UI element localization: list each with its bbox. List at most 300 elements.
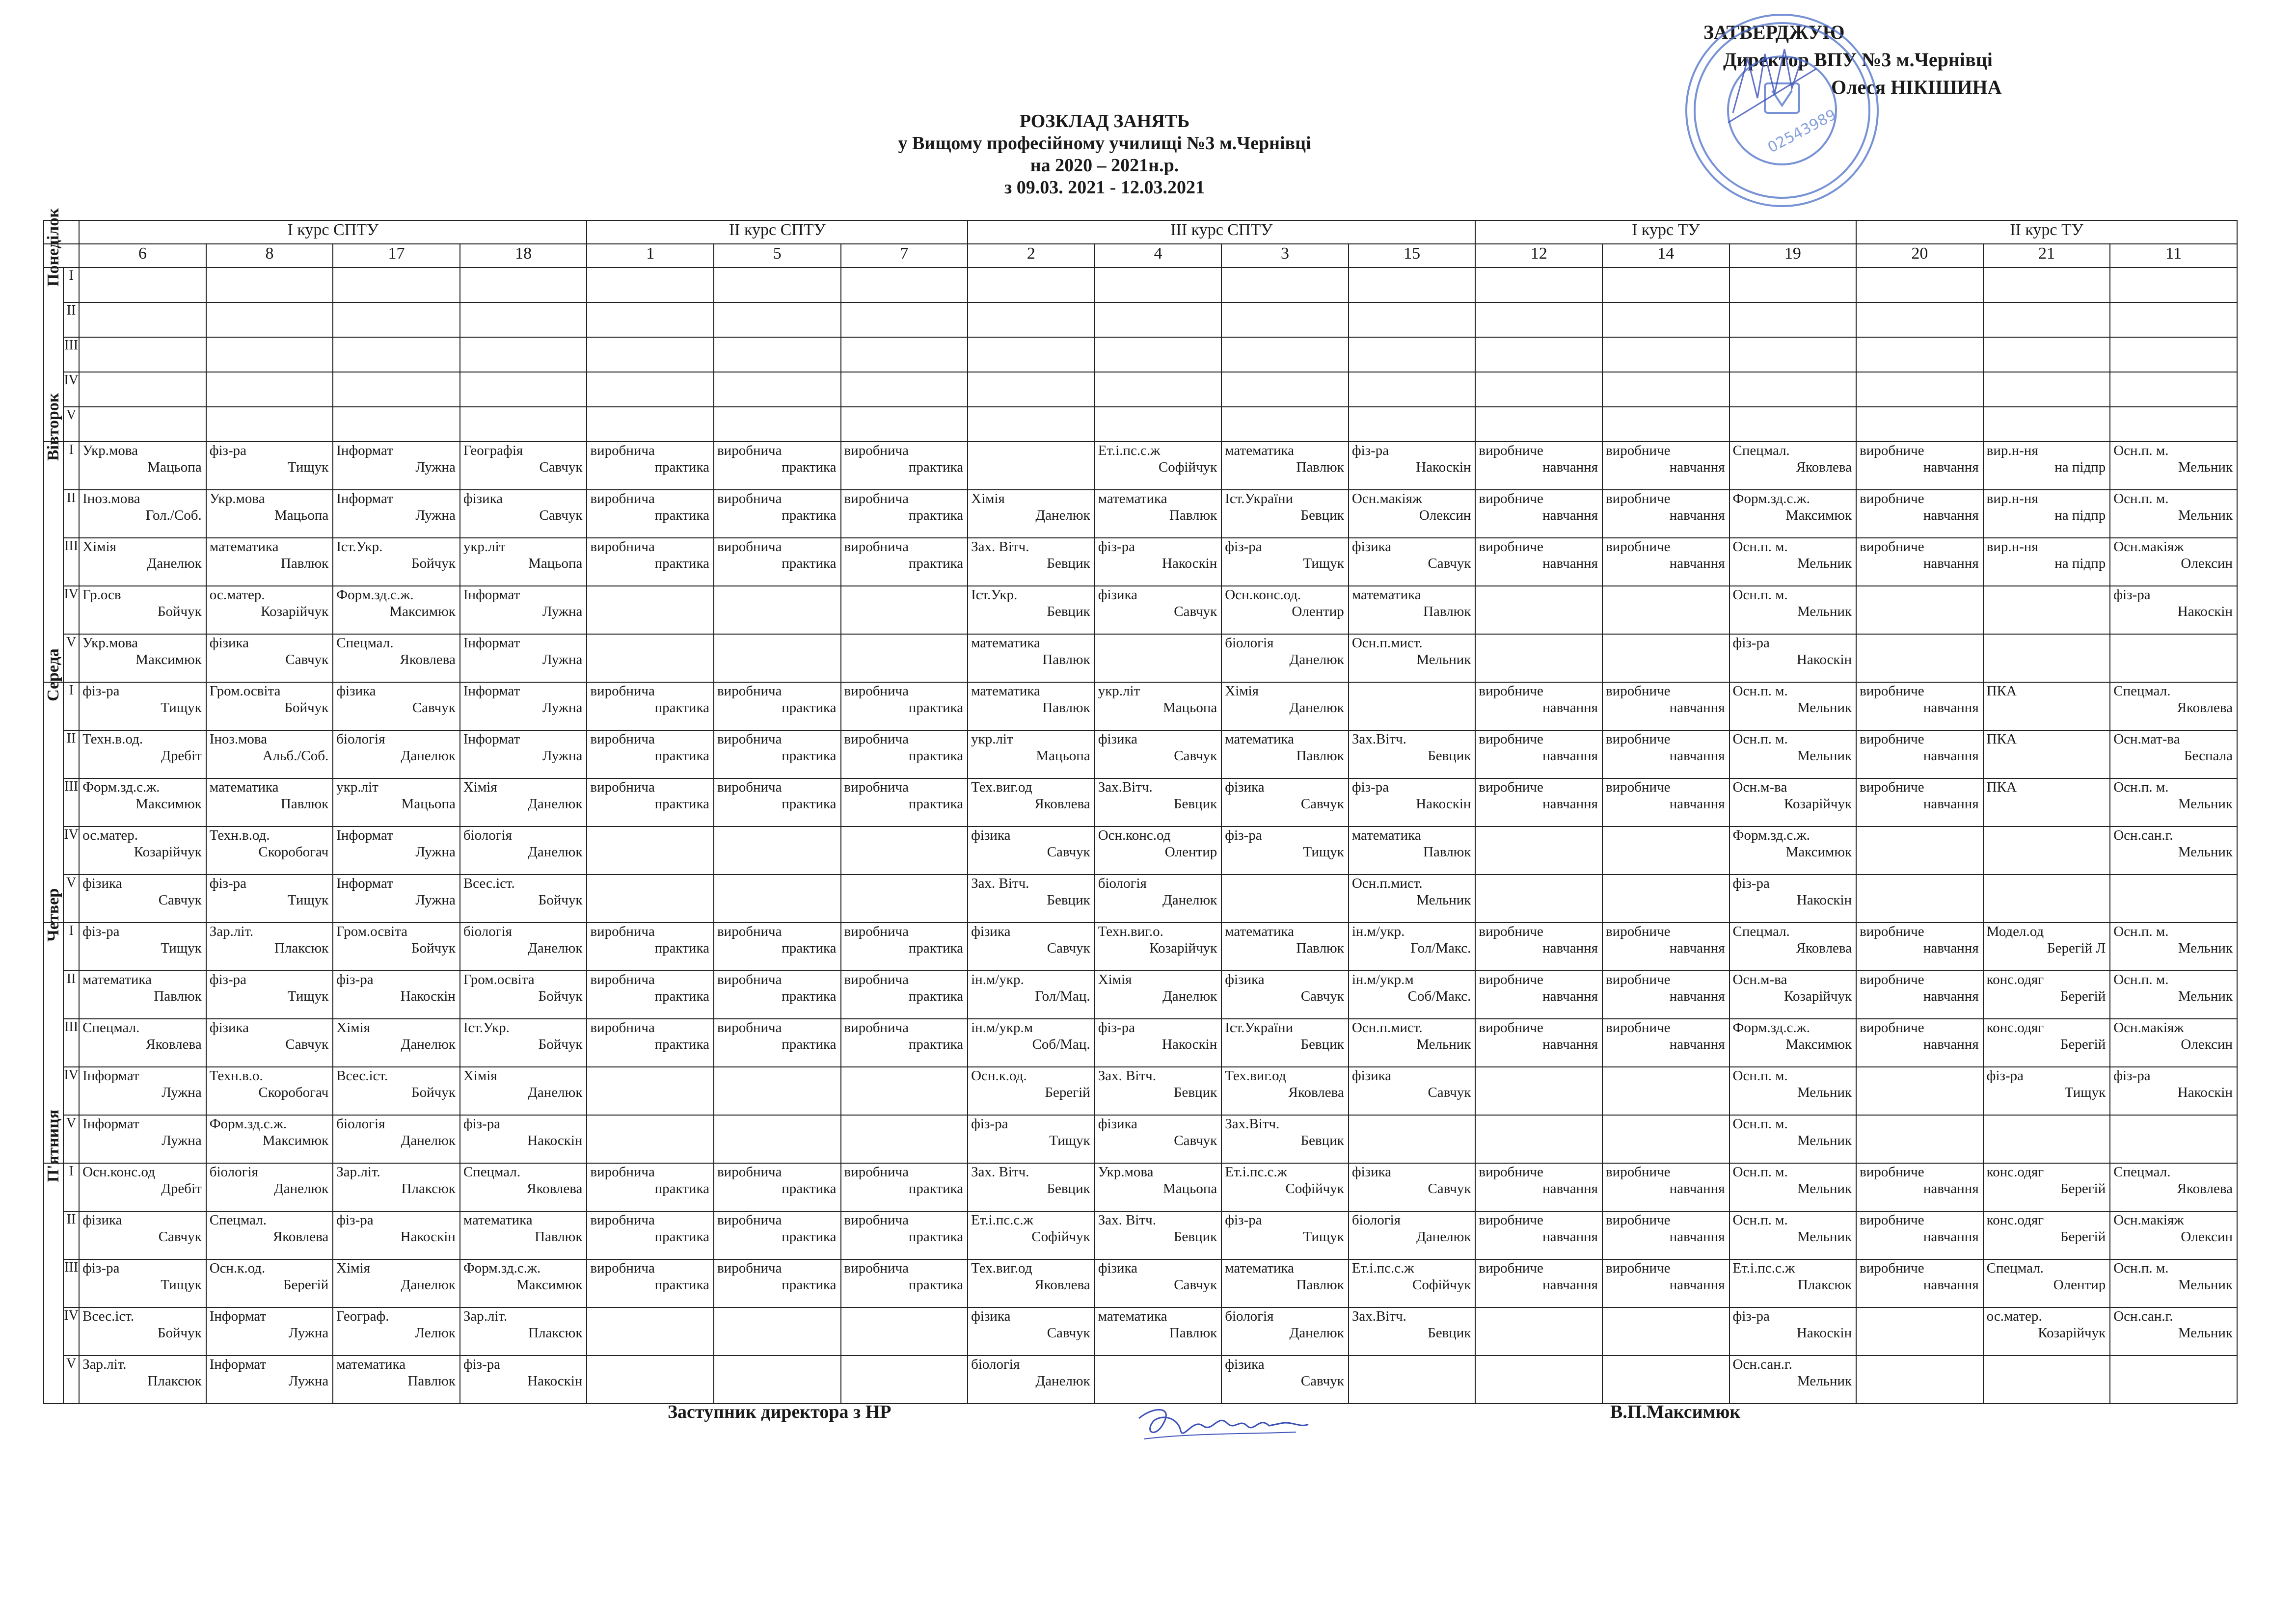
teacher-label: Бойчук	[284, 700, 329, 716]
subject-label: фізика	[209, 635, 249, 651]
lesson-cell	[79, 538, 206, 586]
teacher-label: Данелюк	[401, 1037, 456, 1052]
lesson-cell	[1856, 267, 1983, 302]
lesson-cell	[1983, 407, 2110, 442]
subject-label: виробниче	[1605, 443, 1671, 458]
lesson-cell	[1856, 1356, 1983, 1404]
schedule-row	[44, 1019, 2237, 1067]
subject-label: фіз-ра	[209, 443, 247, 458]
lesson-cell	[1349, 442, 1476, 490]
lesson-cell	[333, 302, 460, 337]
lesson-cell	[714, 730, 841, 778]
lesson-cell	[1095, 875, 1222, 923]
lesson-cell	[2110, 407, 2237, 442]
subject-label: біологія	[463, 924, 513, 939]
approval-title: ЗАТВЕРДЖУЮ	[1703, 21, 1845, 43]
teacher-label: практика	[908, 459, 964, 475]
lesson-cell	[714, 1211, 841, 1259]
lesson-cell	[1856, 730, 1983, 778]
lesson-cell	[841, 634, 968, 682]
teacher-label: Скоробогач	[258, 1085, 329, 1100]
lesson-cell	[1475, 923, 1602, 971]
lesson-cell	[1729, 302, 1857, 337]
lesson-cell	[1856, 1163, 1983, 1211]
lesson-cell	[1349, 1356, 1476, 1404]
approval-director: Директор ВПУ №3 м.Чернівці	[1723, 49, 1993, 71]
subject-label: математика	[1225, 731, 1295, 747]
teacher-label: Данелюк	[528, 796, 583, 812]
subject-label: біологія	[1225, 1308, 1274, 1324]
subject-label: Зах. Вітч.	[971, 539, 1029, 555]
day-label: Вівторок	[44, 393, 63, 461]
lesson-cell	[460, 302, 587, 337]
teacher-label: Тищук	[1303, 556, 1344, 571]
teacher-label: Максимюк	[1785, 1037, 1852, 1052]
lesson-cell	[1095, 407, 1222, 442]
day-label: П'ятниця	[44, 1109, 63, 1183]
lesson-cell	[841, 267, 968, 302]
teacher-label: практика	[782, 556, 837, 571]
subject-label: фіз-ра	[1351, 779, 1389, 795]
lesson-cell	[714, 634, 841, 682]
lesson-cell	[79, 302, 206, 337]
subject-label: Ет.і.пс.с.ж	[1225, 1164, 1287, 1180]
group-header: 3	[1221, 244, 1349, 267]
subject-label: Осн.макіяж	[2113, 1020, 2184, 1036]
lesson-cell	[1349, 1067, 1476, 1115]
lesson-cell	[714, 1163, 841, 1211]
teacher-label: практика	[782, 507, 837, 523]
period-number: ІІ	[63, 1211, 79, 1259]
lesson-cell	[587, 1211, 714, 1259]
subject-label: виробнича	[717, 1020, 782, 1036]
subject-label: Техн.в.од.	[209, 827, 270, 843]
teacher-label: навчання	[1923, 748, 1979, 764]
lesson-cell	[333, 1356, 460, 1404]
lesson-cell	[1475, 875, 1602, 923]
lesson-cell	[714, 1259, 841, 1307]
lesson-cell	[1602, 302, 1729, 337]
subject-label: Тех.виг.од	[1225, 1068, 1286, 1084]
teacher-label: Лужна	[162, 1133, 202, 1148]
lesson-cell	[1602, 875, 1729, 923]
subject-label: виробниче	[1605, 1020, 1671, 1036]
teacher-label: Софійчук	[1412, 1277, 1471, 1293]
lesson-cell	[1983, 826, 2110, 875]
subject-label: математика	[463, 1212, 533, 1228]
day-cell	[44, 1109, 63, 1404]
subject-label: конс.одяг	[1986, 972, 2044, 987]
lesson-cell	[333, 490, 460, 538]
teacher-label: практика	[782, 1037, 837, 1052]
lesson-cell	[206, 372, 333, 407]
subject-label: Осн.п. м.	[1732, 539, 1788, 555]
lesson-cell	[1983, 1259, 2110, 1307]
teacher-label: Савчук	[539, 507, 583, 523]
lesson-cell	[1856, 875, 1983, 923]
subject-label: математика	[209, 539, 279, 555]
teacher-label: Савчук	[158, 1229, 202, 1245]
lesson-cell	[460, 1019, 587, 1067]
teacher-label: практика	[908, 1277, 964, 1293]
subject-label: Осн.п. м.	[1732, 1212, 1788, 1228]
subject-label: виробнича	[590, 779, 655, 795]
teacher-label: Софійчук	[1031, 1229, 1090, 1245]
teacher-label: Яковлева	[1034, 796, 1090, 812]
subject-label: фіз-ра	[1225, 1212, 1262, 1228]
lesson-cell	[1602, 778, 1729, 826]
lesson-cell	[460, 442, 587, 490]
lesson-cell	[1602, 634, 1729, 682]
lesson-cell	[1729, 1067, 1857, 1115]
lesson-cell	[460, 407, 587, 442]
lesson-cell	[1729, 586, 1857, 634]
lesson-cell	[1475, 1163, 1602, 1211]
teacher-label: Накоскін	[1416, 459, 1471, 475]
teacher-label: Бевцик	[1173, 1229, 1217, 1245]
lesson-cell	[1602, 1259, 1729, 1307]
group-header: 1	[587, 244, 714, 267]
subject-label: Зах.Вітч.	[1098, 779, 1153, 795]
lesson-cell	[1602, 586, 1729, 634]
lesson-cell	[1095, 730, 1222, 778]
teacher-label: Мельник	[1797, 748, 1852, 764]
period-number: ІІ	[63, 302, 79, 337]
teacher-label: Данелюк	[401, 1277, 456, 1293]
lesson-cell	[841, 372, 968, 407]
lesson-cell	[968, 1211, 1095, 1259]
subject-label: Ет.і.пс.с.ж	[1098, 443, 1161, 458]
subject-label: Хімія	[1225, 683, 1259, 699]
teacher-label: практика	[654, 1181, 709, 1197]
subject-label: ос.матер.	[82, 827, 138, 843]
day-label: Четвер	[44, 888, 63, 942]
lesson-cell	[1983, 778, 2110, 826]
lesson-cell	[1475, 407, 1602, 442]
group-header: 11	[2110, 244, 2237, 267]
teacher-label: практика	[782, 1277, 837, 1293]
teacher-label: Павлюк	[535, 1229, 583, 1245]
teacher-label: Накоскін	[1796, 1325, 1852, 1341]
lesson-cell	[1475, 302, 1602, 337]
teacher-label: Лужна	[542, 748, 583, 764]
subject-label: Зах. Вітч.	[1098, 1068, 1156, 1084]
lesson-cell	[1856, 1067, 1983, 1115]
subject-label: Спецмал.	[336, 635, 394, 651]
lesson-cell	[968, 634, 1095, 682]
subject-label: виробнича	[844, 1260, 909, 1276]
teacher-label: Козарійчук	[1784, 796, 1852, 812]
lesson-cell	[1729, 826, 1857, 875]
schedule-row	[44, 1163, 2237, 1211]
lesson-cell	[79, 1163, 206, 1211]
subject-label: фіз-ра	[1732, 876, 1770, 891]
lesson-cell	[1475, 682, 1602, 730]
subject-label: математика	[1225, 924, 1295, 939]
teacher-label: Тищук	[1303, 844, 1344, 860]
period-number: І	[63, 267, 79, 302]
subject-label: виробниче	[1860, 924, 1924, 939]
subject-label: Техн.виг.о.	[1098, 924, 1163, 939]
lesson-cell	[968, 442, 1095, 490]
subject-label: виробнича	[717, 1164, 782, 1180]
teacher-label: Мельник	[1797, 604, 1852, 619]
lesson-cell	[1983, 1307, 2110, 1356]
lesson-cell	[1729, 1211, 1857, 1259]
subject-label: Інформат	[463, 683, 520, 699]
subject-label: виробниче	[1479, 1212, 1543, 1228]
day-label: Понеділок	[44, 208, 63, 287]
lesson-cell	[587, 586, 714, 634]
subject-label: біологія	[1225, 635, 1274, 651]
lesson-cell	[714, 372, 841, 407]
teacher-label: Тищук	[161, 940, 202, 956]
lesson-cell	[1349, 337, 1476, 372]
lesson-cell	[1729, 1307, 1857, 1356]
lesson-cell	[1856, 1259, 1983, 1307]
lesson-cell	[587, 267, 714, 302]
lesson-cell	[2110, 538, 2237, 586]
period-number: ІV	[63, 372, 79, 407]
teacher-label: Максимюк	[135, 652, 202, 667]
lesson-cell	[333, 538, 460, 586]
subject-label: Інформат	[82, 1068, 139, 1084]
lesson-cell	[587, 826, 714, 875]
teacher-label: Бойчук	[157, 604, 202, 619]
teacher-label: Тищук	[287, 988, 329, 1004]
handwritten-signature	[1134, 1404, 1311, 1448]
period-number: ІV	[63, 826, 79, 875]
teacher-label: Накоскін	[1162, 1037, 1217, 1052]
teacher-label: Плаксюк	[1797, 1277, 1852, 1293]
lesson-cell	[1475, 826, 1602, 875]
subject-label: виробнича	[844, 1020, 909, 1036]
teacher-label: Накоскін	[2177, 1085, 2233, 1100]
course-header: ІІІ курс СПТУ	[968, 220, 1475, 244]
teacher-label: Яковлева	[400, 652, 456, 667]
teacher-label: Данелюк	[401, 1133, 456, 1148]
lesson-cell	[333, 1259, 460, 1307]
teacher-label: Павлюк	[280, 796, 329, 812]
teacher-label: практика	[782, 748, 837, 764]
teacher-label: навчання	[1542, 940, 1598, 956]
day-cell	[44, 393, 63, 682]
subject-label: біологія	[336, 731, 385, 747]
lesson-cell	[1983, 267, 2110, 302]
teacher-label: Савчук	[1047, 1325, 1090, 1341]
teacher-label: навчання	[1923, 796, 1979, 812]
teacher-label: Павлюк	[280, 556, 329, 571]
lesson-cell	[1221, 634, 1349, 682]
lesson-cell	[1856, 372, 1983, 407]
subject-label: виробниче	[1479, 731, 1543, 747]
lesson-cell	[79, 490, 206, 538]
group-header: 8	[206, 244, 333, 267]
subject-label: Укр.мова	[82, 635, 138, 651]
teacher-label: практика	[654, 1229, 709, 1245]
lesson-cell	[79, 407, 206, 442]
lesson-cell	[333, 1067, 460, 1115]
schedule-row	[44, 337, 2237, 372]
lesson-cell	[333, 407, 460, 442]
teacher-label: Мацьопа	[1162, 700, 1217, 716]
lesson-cell	[841, 1211, 968, 1259]
lesson-cell	[460, 826, 587, 875]
subject-label: Укр.мова	[1098, 1164, 1154, 1180]
lesson-cell	[1095, 1307, 1222, 1356]
teacher-label: Савчук	[1428, 1181, 1471, 1197]
subject-label: Географія	[463, 443, 523, 458]
lesson-cell	[206, 1019, 333, 1067]
lesson-cell	[587, 407, 714, 442]
teacher-label: Олентир	[1292, 604, 1344, 619]
lesson-cell	[206, 267, 333, 302]
lesson-cell	[206, 1115, 333, 1163]
lesson-cell	[1602, 267, 1729, 302]
subject-label: фіз-ра	[1225, 539, 1262, 555]
period-number: V	[63, 1115, 79, 1163]
teacher-label: Гол./Соб.	[145, 507, 202, 523]
lesson-cell	[333, 875, 460, 923]
lesson-cell	[206, 586, 333, 634]
lesson-cell	[2110, 875, 2237, 923]
subject-label: виробнича	[717, 972, 782, 987]
group-header-row	[44, 244, 2237, 267]
lesson-cell	[1602, 730, 1729, 778]
subject-label: фізика	[336, 683, 376, 699]
lesson-cell	[1475, 490, 1602, 538]
subject-label: виробниче	[1860, 443, 1924, 458]
subject-label: Зар.літ.	[82, 1357, 127, 1372]
lesson-cell	[333, 778, 460, 826]
subject-label: ін.м/укр.	[1351, 924, 1405, 939]
lesson-cell	[460, 923, 587, 971]
subject-label: Осн.п. м.	[2113, 443, 2169, 458]
teacher-label: Козарійчук	[261, 604, 329, 619]
lesson-cell	[1856, 778, 1983, 826]
lesson-cell	[2110, 442, 2237, 490]
subject-label: біологія	[971, 1357, 1020, 1372]
subject-label: фіз-ра	[82, 924, 120, 939]
lesson-cell	[1856, 1115, 1983, 1163]
teacher-label: Яковлева	[1796, 940, 1852, 956]
teacher-label: Козарійчук	[1784, 988, 1852, 1004]
subject-label: Хімія	[336, 1260, 371, 1276]
lesson-cell	[1221, 490, 1349, 538]
schedule-row	[44, 875, 2237, 923]
teacher-label: Тищук	[1049, 1133, 1090, 1148]
subject-label: Інформат	[336, 491, 393, 506]
teacher-label: Накоскін	[1416, 796, 1471, 812]
teacher-label: Данелюк	[1289, 700, 1344, 716]
lesson-cell	[206, 634, 333, 682]
schedule-row	[44, 490, 2237, 538]
teacher-label: практика	[908, 940, 964, 956]
lesson-cell	[333, 634, 460, 682]
schedule-row	[44, 971, 2237, 1019]
teacher-label: практика	[782, 796, 837, 812]
subject-label: математика	[209, 779, 279, 795]
subject-label: виробниче	[1860, 491, 1924, 506]
lesson-cell	[2110, 682, 2237, 730]
teacher-label: Яковлева	[2177, 700, 2233, 716]
subject-label: виробниче	[1605, 1164, 1671, 1180]
teacher-label: практика	[654, 459, 709, 475]
lesson-cell	[1475, 1211, 1602, 1259]
teacher-label: навчання	[1669, 700, 1725, 716]
teacher-label: навчання	[1669, 1181, 1725, 1197]
schedule-row	[44, 682, 2237, 730]
lesson-cell	[1983, 634, 2110, 682]
lesson-cell	[1983, 1211, 2110, 1259]
subject-label: конс.одяг	[1986, 1020, 2044, 1036]
course-header: І курс СПТУ	[79, 220, 587, 244]
subject-label: виробниче	[1860, 731, 1924, 747]
period-number: ІІІ	[63, 778, 79, 826]
teacher-label: Данелюк	[528, 1085, 583, 1100]
teacher-label: Бевцик	[1428, 1325, 1471, 1341]
subject-label: Осн.п.мист.	[1351, 1020, 1423, 1036]
official-stamp-seal	[1659, 0, 1905, 216]
lesson-cell	[1349, 682, 1476, 730]
lesson-cell	[587, 302, 714, 337]
lesson-cell	[841, 1259, 968, 1307]
subject-label: Спецмал.	[2113, 683, 2171, 699]
lesson-cell	[1349, 586, 1476, 634]
lesson-cell	[1729, 490, 1857, 538]
lesson-cell	[1221, 586, 1349, 634]
group-header: 12	[1475, 244, 1602, 267]
subject-label: Інформат	[463, 731, 520, 747]
lesson-cell	[2110, 1356, 2237, 1404]
teacher-label: на підпр	[2054, 507, 2106, 523]
teacher-label: навчання	[1923, 1037, 1979, 1052]
subject-label: Осн.п. м.	[1732, 1068, 1788, 1084]
teacher-label: Мацьопа	[147, 459, 202, 475]
subject-label: фізика	[209, 1020, 249, 1036]
subject-label: Тех.виг.од	[971, 1260, 1032, 1276]
subject-label: ін.м/укр.м	[1351, 972, 1414, 987]
teacher-label: Яковлева	[1796, 459, 1852, 475]
teacher-label: Бевцик	[1047, 892, 1090, 908]
teacher-label: Савчук	[1047, 844, 1090, 860]
teacher-label: Мельник	[1797, 700, 1852, 716]
lesson-cell	[1602, 337, 1729, 372]
subject-label: Хімія	[463, 779, 497, 795]
subject-label: Зах. Вітч.	[1098, 1212, 1156, 1228]
period-number: ІІІ	[63, 1019, 79, 1067]
subject-label: Хімія	[971, 491, 1005, 506]
lesson-cell	[79, 730, 206, 778]
subject-label: Іст.України	[1225, 1020, 1294, 1036]
teacher-label: Данелюк	[1162, 892, 1217, 908]
teacher-label: Мельник	[2178, 1325, 2233, 1341]
lesson-cell	[333, 1307, 460, 1356]
teacher-label: Максимюк	[1785, 507, 1852, 523]
lesson-cell	[206, 826, 333, 875]
teacher-label: Савчук	[412, 700, 456, 716]
subject-label: Всес.іст.	[82, 1308, 135, 1324]
lesson-cell	[1856, 490, 1983, 538]
teacher-label: Берегій Л	[2047, 940, 2106, 956]
lesson-cell	[79, 682, 206, 730]
approval-name: Олеся НІКІШИНА	[1831, 76, 2002, 98]
lesson-cell	[1602, 682, 1729, 730]
subject-label: фіз-ра	[209, 876, 247, 891]
subject-label: виробниче	[1479, 491, 1543, 506]
lesson-cell	[79, 267, 206, 302]
subject-label: Гром.освіта	[209, 683, 281, 699]
